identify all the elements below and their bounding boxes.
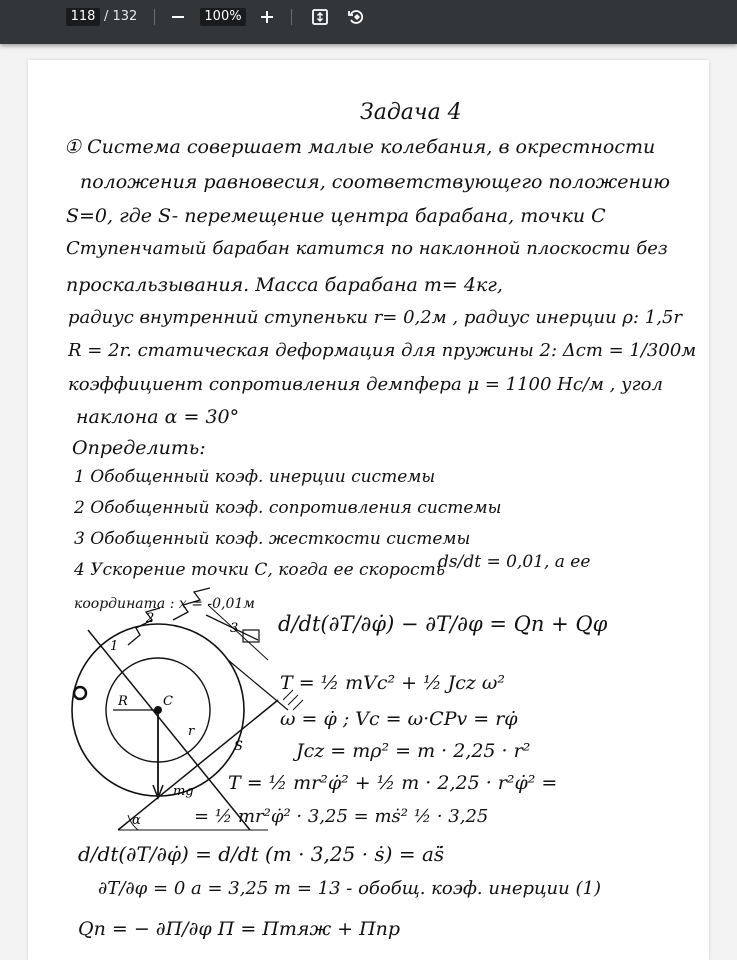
equation: T = ½ mr²φ̇² + ½ m · 2,25 · r²φ̇² = — [228, 772, 558, 794]
rotate-icon — [347, 8, 365, 26]
text-line: ① Система совершает малые колебания, в окрестности — [64, 136, 656, 158]
page-title: Задача 4 — [360, 100, 462, 125]
text-line: 1 Обобщенный коэф. инерции системы — [74, 467, 436, 487]
text-line: положения равновесия, соответствующего положению — [80, 171, 670, 193]
fit-page-icon — [311, 8, 329, 26]
figure-label: C — [163, 694, 173, 709]
text-line: коэффициент сопротивления демпфера μ = 1100 Нс/м , угол — [68, 374, 663, 395]
equation: d/dt(∂T/∂φ̇) − ∂T/∂φ = Qп + Qφ — [278, 612, 608, 636]
equation: = ½ mr²φ̇² · 3,25 = mṡ² ½ · 3,25 — [194, 806, 489, 827]
text-line: Определить: — [72, 437, 206, 459]
text-line: 3 Обобщенный коэф. жесткости системы — [74, 529, 471, 549]
fit-page-button[interactable] — [309, 6, 331, 28]
equation: d/dt(∂T/∂φ̇) = d/dt (m · 3,25 · ṡ) = aṡ̈ — [78, 842, 445, 866]
pdf-toolbar — [0, 0, 737, 44]
figure-label: 2 — [146, 611, 155, 626]
equation: Jcz = mρ² = m · 2,25 · r² — [296, 740, 531, 762]
figure-label: S — [234, 739, 243, 754]
text-line: Ступенчатый барабан катится по наклонной плоскости без — [66, 238, 668, 259]
figure-label: α — [132, 813, 141, 828]
text-line: R = 2r. статическая деформация для пружины 2: Δст = 1/300м — [68, 340, 697, 361]
equation: T = ½ mVc² + ½ Jcz ω² — [280, 672, 505, 694]
page-total: / 132 — [104, 9, 138, 24]
text-line: наклона α = 30° — [76, 406, 240, 428]
figure-label: R — [118, 694, 128, 709]
figure-label: 3 — [230, 621, 239, 636]
text-line: радиус внутренний ступеньки r= 0,2м , радиус инерции ρ: 1,5r — [68, 307, 683, 328]
toolbar-divider — [291, 9, 292, 25]
figure-label: 1 — [110, 639, 119, 654]
text-line: координата : x = -0,01м — [74, 596, 255, 612]
page-number-input[interactable]: 118 — [66, 8, 100, 26]
equation: ω = φ̇ ; Vc = ω·CPv = rφ̇ — [280, 708, 518, 730]
text-line: проскальзывания. Масса барабана m= 4кг, — [66, 274, 503, 296]
rotate-button[interactable] — [345, 6, 367, 28]
pdf-page — [28, 60, 709, 960]
zoom-input[interactable]: 100% — [200, 8, 246, 26]
equation: ∂T/∂φ = 0 a = 3,25 m = 13 - обобщ. коэф. инерции (1) — [98, 878, 601, 899]
toolbar-divider — [154, 9, 155, 25]
plus-icon — [260, 10, 274, 24]
text-line: 2 Обобщенный коэф. сопротивления системы — [74, 498, 502, 518]
zoom-out-button[interactable] — [167, 6, 189, 28]
zoom-in-button[interactable] — [256, 6, 278, 28]
minus-icon — [171, 10, 185, 24]
text-line: ds/dt = 0,01, а ее — [438, 552, 591, 572]
figure-label: r — [188, 724, 195, 739]
figure-label: mg — [173, 784, 194, 799]
equation: Qп = − ∂П/∂φ П = Птяж + Ппр — [78, 918, 401, 940]
text-line: S=0, где S- перемещение центра барабана, точки C — [66, 205, 606, 227]
text-line: 4 Ускорение точки С, когда ее скорость — [74, 560, 445, 580]
